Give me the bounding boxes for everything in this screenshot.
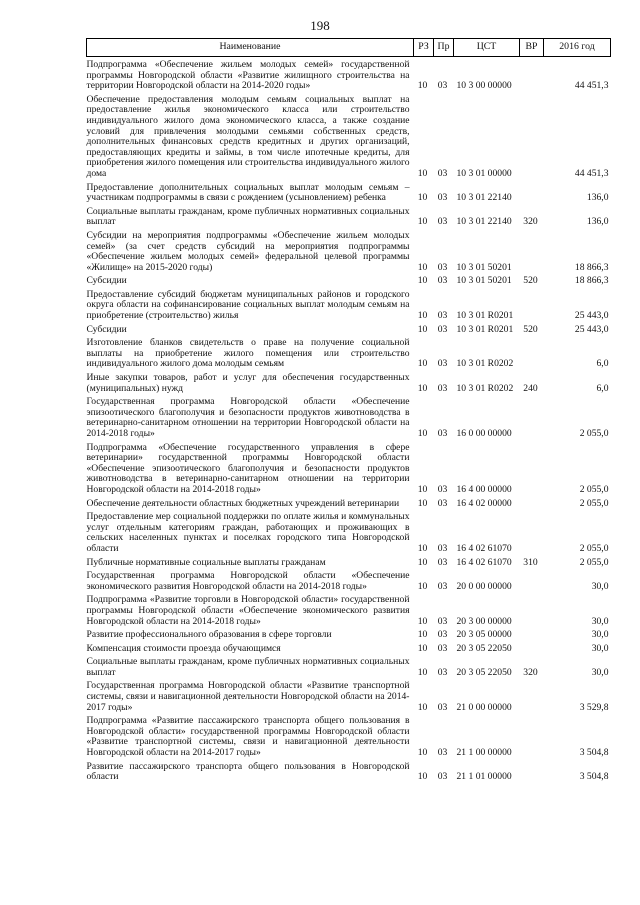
row-amount: 30,0 — [591, 580, 609, 592]
row-cst: 20 0 00 00000 — [456, 580, 512, 592]
row-rz: 10 — [417, 580, 428, 592]
row-vr — [520, 680, 544, 715]
row-vr — [520, 570, 544, 594]
row-rz: 10 — [417, 261, 428, 273]
row-amount: 30,0 — [591, 666, 609, 678]
row-name: Развитие пассажирского транспорта общего пользования в Новгородской области — [86, 760, 410, 783]
row-rz: 10 — [417, 275, 428, 287]
row-cst: 21 1 01 00000 — [456, 771, 512, 783]
row-rz: 10 — [417, 483, 428, 495]
row-name: Обеспечение деятельности областных бюджетных учреждений ветеринарии — [86, 497, 400, 509]
header-name: Наименование — [87, 39, 414, 57]
row-name: Социальные выплаты гражданам, кроме публичных нормативных социальных выплат — [86, 205, 410, 228]
row-pr: 03 — [437, 310, 448, 322]
row-cst: 16 4 02 00000 — [456, 497, 512, 509]
row-pr: 03 — [437, 580, 448, 592]
row-cst: 16 4 02 61070 — [456, 542, 512, 554]
row-name: Предоставление субсидий бюджетам муниципальных районов и городского округа области на софинансирование социальных выплат молодым семьям на приобретение (строительство) жилья — [86, 288, 410, 322]
row-amount: 2 055,0 — [579, 556, 609, 568]
table-row — [87, 230, 611, 275]
row-name: Субсидии — [86, 275, 127, 287]
table-header-row — [87, 39, 611, 57]
table-row — [87, 594, 611, 629]
row-vr — [520, 337, 544, 372]
row-cst: 10 3 01 50201 — [456, 261, 512, 273]
row-amount: 2 055,0 — [579, 483, 609, 495]
row-pr: 03 — [437, 483, 448, 495]
row-rz: 10 — [417, 192, 428, 204]
row-vr — [520, 498, 544, 512]
row-amount: 3 504,8 — [579, 771, 609, 783]
row-name: Государственная программа Новгородской области «Обеспечение эпизоотического благополучия и безопасности продуктов животноводства в ветеринарно-санитарном отношении на территории Новгородской области на 2014-2018 годы» — [86, 396, 410, 439]
row-pr: 03 — [437, 261, 448, 273]
row-pr: 03 — [437, 216, 448, 228]
row-amount: 2 055,0 — [579, 428, 609, 439]
header-vr: ВР — [520, 39, 544, 57]
row-vr: 240 — [523, 382, 538, 394]
row-name: Государственная программа Новгородской области «Развитие транспортной системы, связи и навигационной деятельности Новгородской области на 2014-2017 годы» — [86, 680, 410, 713]
row-pr: 03 — [437, 167, 448, 179]
row-amount: 136,0 — [586, 192, 609, 204]
row-name: Субсидии на мероприятия подпрограммы «Обеспечение жильем молодых семей» (за счет средств субсидий на мероприятия подпрограммы «Обеспечение жильем молодых семей» федеральной целевой программы «Жилище» на 2015-2020 годы) — [86, 229, 410, 273]
table-row — [87, 511, 611, 556]
row-cst: 20 3 05 22050 — [456, 666, 512, 678]
row-name: Изготовление бланков свидетельств о праве на получение социальной выплаты на приобретение жилого помещения или строительство индивидуального жилого дома молодым семьям — [86, 337, 410, 370]
page-number: 198 — [310, 18, 330, 33]
row-pr: 03 — [437, 747, 448, 759]
table-row — [87, 656, 611, 680]
budget-table — [86, 38, 611, 785]
header-pr: Пр — [434, 39, 454, 57]
row-cst: 10 3 01 R0201 — [456, 310, 514, 322]
table-row — [87, 337, 611, 372]
row-name: Предоставление дополнительных социальных выплат молодым семьям – участникам подпрограммы в связи с рождением (усыновлением) ребенка — [86, 181, 410, 204]
row-cst: 20 3 00 00000 — [456, 615, 512, 627]
row-rz: 10 — [417, 323, 428, 335]
row-amount: 44 451,3 — [574, 80, 609, 92]
row-rz: 10 — [417, 80, 428, 92]
row-amount: 30,0 — [591, 615, 609, 627]
row-pr: 03 — [437, 275, 448, 287]
row-vr: 310 — [523, 556, 538, 568]
row-cst: 10 3 01 50201 — [456, 275, 512, 287]
table-row — [87, 643, 611, 657]
row-pr: 03 — [437, 358, 448, 370]
row-cst: 10 3 01 22140 — [456, 192, 512, 204]
header-year: 2016 год — [544, 39, 611, 57]
row-vr — [520, 629, 544, 643]
row-rz: 10 — [417, 629, 428, 641]
row-cst: 10 3 01 22140 — [456, 216, 512, 228]
row-name: Иные закупки товаров, работ и услуг для обеспечения государственных (муниципальных) нужд — [86, 372, 410, 394]
header-rz: РЗ — [414, 39, 434, 57]
row-rz: 10 — [417, 358, 428, 370]
row-vr — [520, 289, 544, 324]
row-pr: 03 — [437, 642, 448, 654]
row-cst: 10 3 01 R0202 — [456, 358, 514, 370]
table-row — [87, 289, 611, 324]
header-cst: ЦСТ — [454, 39, 520, 57]
row-vr — [520, 442, 544, 498]
row-pr: 03 — [437, 629, 448, 641]
row-rz: 10 — [417, 382, 428, 394]
row-name: Обеспечение предоставления молодым семьям социальных выплат на предоставление жилья экономического класса или строительство индивидуального жилого дома экономического класса, а также создание условий для привлечения молодыми семьями собственных средств, дополнительных финансовых средств кредитных и других организаций, предоставляющих кредиты и займы, в том числе ипотечные кредиты, для приобретения жилого помещения или строительства индивидуального жилого дома — [86, 93, 410, 179]
row-cst: 16 4 02 61070 — [456, 556, 512, 568]
row-rz: 10 — [417, 310, 428, 322]
row-cst: 16 0 00 00000 — [456, 428, 512, 439]
row-pr: 03 — [437, 771, 448, 783]
table-row — [87, 629, 611, 643]
row-amount: 136,0 — [586, 216, 609, 228]
table-row — [87, 206, 611, 230]
row-amount: 3 504,8 — [579, 747, 609, 759]
row-name: Предоставление мер социальной поддержки по оплате жилья и коммунальных услуг отдельным категориям граждан, работающих и проживающих в сельских населенных пунктах и поселках городского типа Новгородской области — [86, 511, 410, 554]
row-amount: 6,0 — [596, 358, 609, 370]
row-vr: 320 — [523, 666, 538, 678]
row-rz: 10 — [417, 428, 428, 439]
row-rz: 10 — [417, 497, 428, 509]
table-body — [87, 57, 611, 785]
row-amount: 30,0 — [591, 642, 609, 654]
row-name: Подпрограмма «Обеспечение государственного управления в сфере ветеринарии» государственной программы Новгородской области «Обеспечение эпизоотического благополучия и безопасности продуктов животноводства в ветеринарно-санитарном отношении на территории Новгородской области на 2014-2018 годы» — [86, 441, 410, 495]
row-name: Подпрограмма «Развитие торговли в Новгородской области» государственной программы Новгородской области «Обеспечение экономического развития Новгородской области на 2014-2018 годы» — [86, 594, 410, 627]
row-cst: 21 0 00 00000 — [456, 701, 512, 713]
table-row — [87, 57, 611, 94]
row-name: Подпрограмма «Обеспечение жильем молодых семей» государственной программы Новгородской области «Развитие жилищного строительства на территории Новгородской области на 2014-2020 годы» — [86, 59, 410, 92]
row-amount: 3 529,8 — [579, 701, 609, 713]
row-rz: 10 — [417, 167, 428, 179]
row-rz: 10 — [417, 542, 428, 554]
table-row — [87, 94, 611, 182]
row-pr: 03 — [437, 615, 448, 627]
row-cst: 10 3 00 00000 — [456, 80, 512, 92]
row-vr: 520 — [523, 323, 538, 335]
table-row — [87, 372, 611, 396]
row-vr — [520, 57, 544, 94]
row-cst: 20 3 05 00000 — [456, 629, 512, 641]
row-amount: 18 866,3 — [574, 275, 609, 287]
row-name: Компенсация стоимости проезда обучающимся — [86, 642, 281, 654]
row-cst: 10 3 01 R0201 — [456, 323, 514, 335]
row-vr — [520, 594, 544, 629]
row-cst: 20 3 05 22050 — [456, 642, 512, 654]
table-row — [87, 680, 611, 715]
row-cst: 21 1 00 00000 — [456, 747, 512, 759]
row-vr — [520, 715, 544, 760]
row-pr: 03 — [437, 80, 448, 92]
table-row — [87, 761, 611, 785]
row-name: Развитие профессионального образования в сфере торговли — [86, 629, 332, 641]
row-pr: 03 — [437, 428, 448, 439]
row-vr: 520 — [523, 275, 538, 287]
row-pr: 03 — [437, 497, 448, 509]
row-amount: 44 451,3 — [574, 167, 609, 179]
table-row — [87, 182, 611, 206]
row-pr: 03 — [437, 323, 448, 335]
row-name: Государственная программа Новгородской области «Обеспечение экономического развития Новгородской области на 2014-2018 годы» — [86, 570, 410, 592]
row-pr: 03 — [437, 701, 448, 713]
row-cst: 10 3 01 00000 — [456, 167, 512, 179]
budget-table-container — [86, 38, 610, 785]
row-rz: 10 — [417, 666, 428, 678]
row-amount: 30,0 — [591, 629, 609, 641]
row-vr: 320 — [523, 216, 538, 228]
row-cst: 10 3 01 R0202 — [456, 382, 514, 394]
row-name: Субсидии — [86, 323, 127, 335]
row-pr: 03 — [437, 192, 448, 204]
row-amount: 25 443,0 — [574, 310, 609, 322]
row-amount: 18 866,3 — [574, 261, 609, 273]
row-vr — [520, 511, 544, 556]
row-vr — [520, 643, 544, 657]
row-name: Подпрограмма «Развитие пассажирского транспорта общего пользования в Новгородской области» государственной программы Новгородской области «Развитие транспортной системы, связи и навигационной деятельности Новгородской области на 2014-2017 годы» — [86, 715, 410, 759]
row-pr: 03 — [437, 556, 448, 568]
row-name: Социальные выплаты гражданам, кроме публичных нормативных социальных выплат — [86, 656, 410, 678]
row-name: Публичные нормативные социальные выплаты гражданам — [86, 556, 326, 568]
table-row — [87, 324, 611, 338]
row-rz: 10 — [417, 216, 428, 228]
table-row — [87, 396, 611, 441]
row-cst: 16 4 00 00000 — [456, 483, 512, 495]
row-vr — [520, 396, 544, 441]
row-rz: 10 — [417, 747, 428, 759]
row-amount: 2 055,0 — [579, 542, 609, 554]
row-amount: 25 443,0 — [574, 323, 609, 335]
table-row — [87, 442, 611, 498]
row-rz: 10 — [417, 642, 428, 654]
row-rz: 10 — [417, 615, 428, 627]
row-rz: 10 — [417, 771, 428, 783]
table-row — [87, 570, 611, 594]
row-amount: 2 055,0 — [579, 497, 609, 509]
row-rz: 10 — [417, 556, 428, 568]
row-vr — [520, 94, 544, 182]
table-row — [87, 715, 611, 760]
row-pr: 03 — [437, 542, 448, 554]
row-vr — [520, 182, 544, 206]
row-pr: 03 — [437, 382, 448, 394]
row-amount: 6,0 — [596, 382, 609, 394]
row-vr — [520, 230, 544, 275]
table-row — [87, 275, 611, 289]
row-vr — [520, 761, 544, 785]
row-rz: 10 — [417, 701, 428, 713]
table-row — [87, 498, 611, 512]
row-pr: 03 — [437, 666, 448, 678]
table-row — [87, 557, 611, 571]
